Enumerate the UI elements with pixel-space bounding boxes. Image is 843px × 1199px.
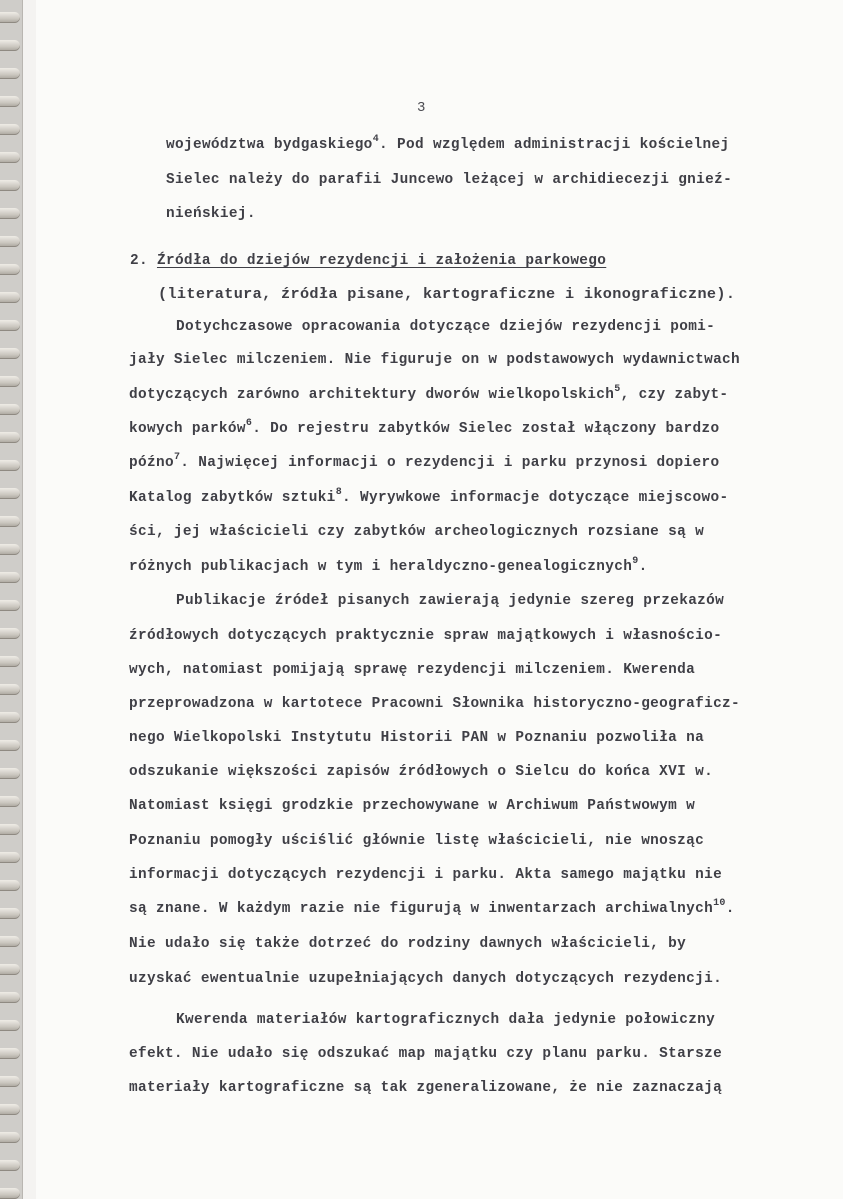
- binding-ring: [0, 152, 20, 163]
- text-line: materiały kartograficzne są tak zgeneralizowane, że nie zaznaczają: [129, 1080, 723, 1096]
- binding-ring: [0, 1048, 20, 1059]
- text-line: uzyskać ewentualnie uzupełniających danych dotyczących rezydencji.: [129, 971, 723, 987]
- document-page: [36, 0, 843, 1199]
- text-line: ści, jej właścicieli czy zabytków archeologicznych rozsiane są w: [129, 524, 705, 540]
- binding-ring: [0, 124, 20, 135]
- text-line: kowych parków$^6$. Do rejestru zabytków Sielec został włączony bardzo: [129, 418, 720, 437]
- binding-ring: [0, 824, 20, 835]
- text-line: nieńskiej.: [166, 206, 256, 222]
- text-line: przeprowadzona w kartotece Pracowni Słownika historyczno-geograficz-: [129, 696, 741, 712]
- binding-ring: [0, 264, 20, 275]
- binding-ring: [0, 880, 20, 891]
- spiral-binding: [0, 0, 23, 1199]
- binding-ring: [0, 740, 20, 751]
- binding-ring: [0, 908, 20, 919]
- text-line: Kwerenda materiałów kartograficznych dała jedynie połowiczny: [176, 1012, 716, 1028]
- binding-ring: [0, 796, 20, 807]
- text-line: Dotychczasowe opracowania dotyczące dziejów rezydencji pomi-: [176, 319, 716, 335]
- binding-ring: [0, 768, 20, 779]
- binding-ring: [0, 236, 20, 247]
- binding-ring: [0, 376, 20, 387]
- binding-ring: [0, 320, 20, 331]
- binding-ring: [0, 1160, 20, 1171]
- section-heading: [130, 252, 606, 270]
- binding-ring: [0, 180, 20, 191]
- binding-ring: [0, 516, 20, 527]
- text-line: Poznaniu pomogły uściślić głównie listę właścicieli, nie wnosząc: [129, 833, 705, 849]
- binding-ring: [0, 460, 20, 471]
- footnote-mark: 8: [335, 487, 343, 498]
- text-line: informacji dotyczących rezydencji i parku. Akta samego majątku nie: [129, 867, 723, 883]
- footnote-mark: 7: [173, 452, 181, 463]
- text-line: efekt. Nie udało się odszukać map majątku czy planu parku. Starsze: [129, 1046, 723, 1062]
- binding-ring: [0, 684, 20, 695]
- text-line: są znane. W każdym razie nie figurują w inwentarzach archiwalnych$^{10}$.: [129, 898, 735, 917]
- text-line: jały Sielec milczeniem. Nie figuruje on w podstawowych wydawnictwach: [129, 352, 741, 368]
- binding-ring: [0, 572, 20, 583]
- footnote-mark: 4: [372, 134, 380, 145]
- binding-ring: [0, 68, 20, 79]
- text-line: dotyczących zarówno architektury dworów wielkopolskich$^5$, czy zabyt-: [129, 384, 729, 403]
- binding-ring: [0, 404, 20, 415]
- text-line: Katalog zabytków sztuki$^8$. Wyrywkowe informacje dotyczące miejscowo-: [129, 487, 729, 506]
- text-line: Nie udało się także dotrzeć do rodziny dawnych właścicieli, by: [129, 936, 687, 952]
- binding-ring: [0, 12, 20, 23]
- text-line: różnych publikacjach w tym i heraldyczno-genealogicznych$^9$.: [129, 556, 648, 575]
- text-line: odszukanie większości zapisów źródłowych o Sielcu do końca XVI w.: [129, 764, 714, 780]
- text-line: województwa bydgaskiego$^4$. Pod względem administracji kościelnej: [166, 134, 730, 153]
- footnote-mark: 5: [614, 384, 621, 395]
- binding-ring: [0, 40, 20, 51]
- text-line: Publikacje źródeł pisanych zawierają jedynie szereg przekazów: [176, 593, 725, 609]
- binding-ring: [0, 208, 20, 219]
- section-subtitle: (literatura, źródła pisane, kartograficzne i ikonograficzne).: [158, 285, 736, 303]
- binding-ring: [0, 432, 20, 443]
- binding-ring: [0, 96, 20, 107]
- binding-ring: [0, 1132, 20, 1143]
- binding-ring: [0, 936, 20, 947]
- text-line: Sielec należy do parafii Juncewo leżącej w archidiecezji gnieź-: [166, 172, 733, 188]
- text-line: nego Wielkopolski Instytutu Historii PAN w Poznaniu pozwoliła na: [129, 730, 705, 746]
- section-number: 2.: [130, 253, 157, 269]
- text-line: późno$^7$. Najwięcej informacji o rezydencji i parku przynosi dopiero: [129, 452, 720, 471]
- binding-ring: [0, 852, 20, 863]
- binding-ring: [0, 656, 20, 667]
- binding-ring: [0, 1020, 20, 1031]
- binding-ring: [0, 1076, 20, 1087]
- section-title: Źródła do dziejów rezydencji i założenia parkowego: [156, 253, 607, 269]
- binding-ring: [0, 544, 20, 555]
- text-line: Natomiast księgi grodzkie przechowywane w Archiwum Państwowym w: [129, 798, 696, 814]
- footnote-mark: 9: [632, 556, 639, 567]
- binding-ring: [0, 1188, 20, 1199]
- page-number: 3: [417, 100, 426, 116]
- binding-ring: [0, 964, 20, 975]
- text-line: źródłowych dotyczących praktycznie spraw majątkowych i własnościo-: [129, 628, 723, 644]
- binding-ring: [0, 600, 20, 611]
- footnote-mark: 10: [713, 898, 726, 909]
- binding-ring: [0, 1104, 20, 1115]
- binding-ring: [0, 628, 20, 639]
- text-line: wych, natomiast pomijają sprawę rezydencji milczeniem. Kwerenda: [129, 662, 696, 678]
- binding-ring: [0, 488, 20, 499]
- binding-ring: [0, 712, 20, 723]
- footnote-mark: 6: [245, 418, 253, 429]
- binding-ring: [0, 292, 20, 303]
- binding-ring: [0, 992, 20, 1003]
- binding-ring: [0, 348, 20, 359]
